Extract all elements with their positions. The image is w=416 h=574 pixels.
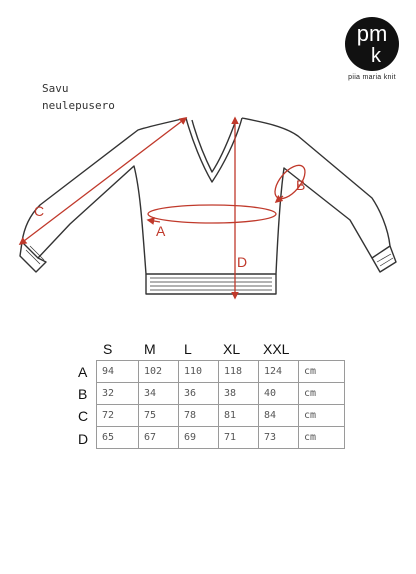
size-header-xxl: XXL	[263, 341, 290, 357]
title-line-1: Savu	[42, 82, 69, 95]
size-header-xl: XL	[223, 341, 241, 357]
table-cell: 72	[97, 405, 139, 427]
ribbing-lines	[26, 246, 393, 290]
table-row	[97, 383, 345, 405]
table-cell: 78	[179, 405, 219, 427]
row-label-d: D	[78, 431, 89, 447]
table-cell: 118	[219, 361, 259, 383]
table-cell: 34	[139, 383, 179, 405]
label-d: D	[237, 254, 248, 270]
table-cell: 71	[219, 427, 259, 449]
label-b: B	[296, 177, 306, 193]
table-unit-cell: cm	[299, 361, 345, 383]
row-label-a: A	[78, 364, 88, 380]
measure-a-ellipse	[148, 205, 276, 223]
table-cell: 38	[219, 383, 259, 405]
table-row	[97, 405, 345, 427]
title-line-2: neulepusero	[42, 99, 115, 112]
label-c: C	[34, 203, 45, 219]
row-label-b: B	[78, 386, 88, 402]
table-cell: 102	[139, 361, 179, 383]
table-unit-cell: cm	[299, 427, 345, 449]
table-cell: 84	[259, 405, 299, 427]
table-unit-cell: cm	[299, 383, 345, 405]
row-label-c: C	[78, 408, 89, 424]
table-row	[97, 361, 345, 383]
sweater-outline	[22, 118, 390, 274]
table-cell: 75	[139, 405, 179, 427]
neckband	[192, 120, 236, 172]
table-cell: 81	[219, 405, 259, 427]
size-header-m: M	[144, 341, 156, 357]
table-unit-cell: cm	[299, 405, 345, 427]
hem-ribbing	[146, 274, 276, 294]
logo-letters-top: pm	[356, 21, 388, 46]
table-row	[97, 427, 345, 449]
size-header-s: S	[103, 341, 113, 357]
size-header-l: L	[184, 341, 192, 357]
table-cell: 40	[259, 383, 299, 405]
table-cell: 94	[97, 361, 139, 383]
logo-letters-bottom: k	[371, 45, 381, 67]
table-cell: 110	[179, 361, 219, 383]
table-cell: 69	[179, 427, 219, 449]
table-cell: 65	[97, 427, 139, 449]
table-cell: 67	[139, 427, 179, 449]
table-cell: 73	[259, 427, 299, 449]
size-table	[96, 360, 345, 449]
logo-caption: piia maria knit	[348, 74, 396, 81]
label-a: A	[156, 223, 166, 239]
table-cell: 32	[97, 383, 139, 405]
table-cell: 36	[179, 383, 219, 405]
table-cell: 124	[259, 361, 299, 383]
